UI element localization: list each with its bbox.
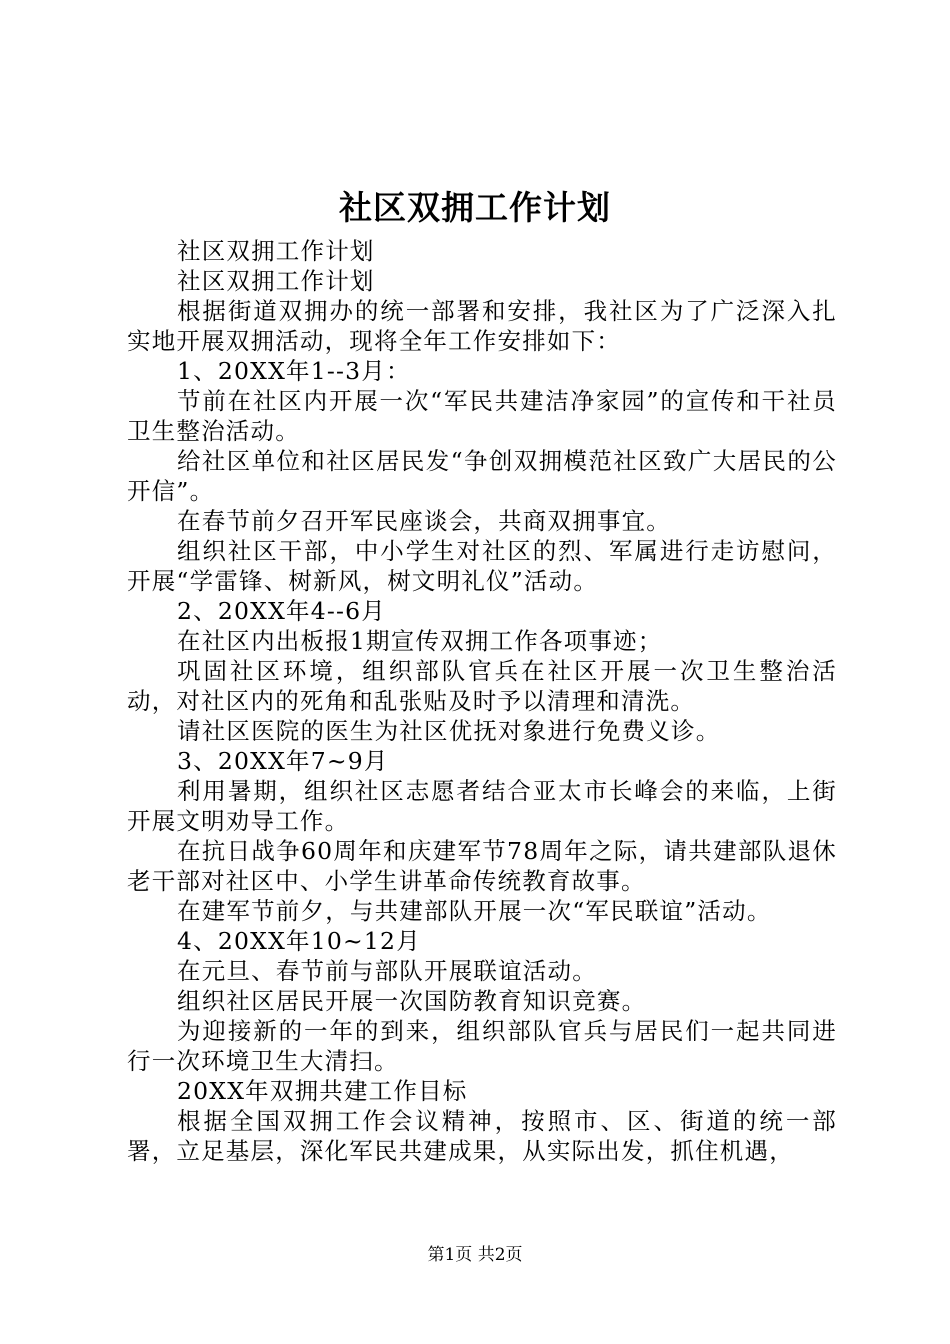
paragraph: 组织社区居民开展一次国防教育知识竞赛。: [177, 987, 647, 1015]
paragraph: 利用暑期，组织社区志愿者结合亚太市长峰会的来临，上街开展文明劝导工作。: [127, 777, 837, 835]
document-title: 社区双拥工作计划: [339, 188, 611, 227]
paragraph: 给社区单位和社区居民发“争创双拥模范社区致广大居民的公开信”。: [127, 447, 837, 505]
paragraph: 在建军节前夕，与共建部队开展一次“军民联谊”活动。: [177, 897, 772, 925]
paragraph: 在社区内出板报1期宣传双拥工作各项事迹；: [177, 627, 663, 655]
paragraph: 社区双拥工作计划: [177, 237, 375, 265]
paragraph: 巩固社区环境，组织部队官兵在社区开展一次卫生整治活动，对社区内的死角和乱张贴及时予以清理和清洗。: [127, 657, 837, 715]
paragraph: 根据街道双拥办的统一部署和安排，我社区为了广泛深入扎实地开展双拥活动，现将全年工作安排如下：: [127, 297, 837, 355]
section-heading: 20XX年双拥共建工作目标: [177, 1077, 468, 1105]
section-heading: 4、20XX年10~12月: [177, 927, 421, 955]
paragraph: 请社区医院的医生为社区优抚对象进行免费义诊。: [177, 717, 721, 745]
paragraph: 社区双拥工作计划: [177, 267, 375, 295]
paragraph: 在抗日战争60周年和庆建军节78周年之际，请共建部队退休老干部对社区中、小学生讲革命传统教育故事。: [127, 837, 837, 895]
page-footer: 第1页 共2页: [427, 1245, 523, 1265]
paragraph: 节前在社区内开展一次“军民共建洁净家园”的宣传和干社员卫生整治活动。: [127, 387, 837, 445]
document-body: [127, 236, 837, 1166]
section-heading: 3、20XX年7~9月: [177, 747, 389, 775]
paragraph: 在春节前夕召开军民座谈会，共商双拥事宜。: [177, 507, 671, 535]
paragraph: 在元旦、春节前与部队开展联谊活动。: [177, 957, 597, 985]
section-heading: 1、20XX年1--3月：: [177, 357, 411, 385]
paragraph: 根据全国双拥工作会议精神，按照市、区、街道的统一部署，立足基层，深化军民共建成果，从实际出发，抓住机遇，: [127, 1107, 837, 1165]
paragraph: 为迎接新的一年的到来，组织部队官兵与居民们一起共同进行一次环境卫生大清扫。: [127, 1017, 837, 1075]
paragraph: 组织社区干部，中小学生对社区的烈、军属进行走访慰问，开展“学雷锋、树新风，树文明礼仪”活动。: [127, 537, 837, 595]
section-heading: 2、20XX年4--6月: [177, 597, 386, 625]
